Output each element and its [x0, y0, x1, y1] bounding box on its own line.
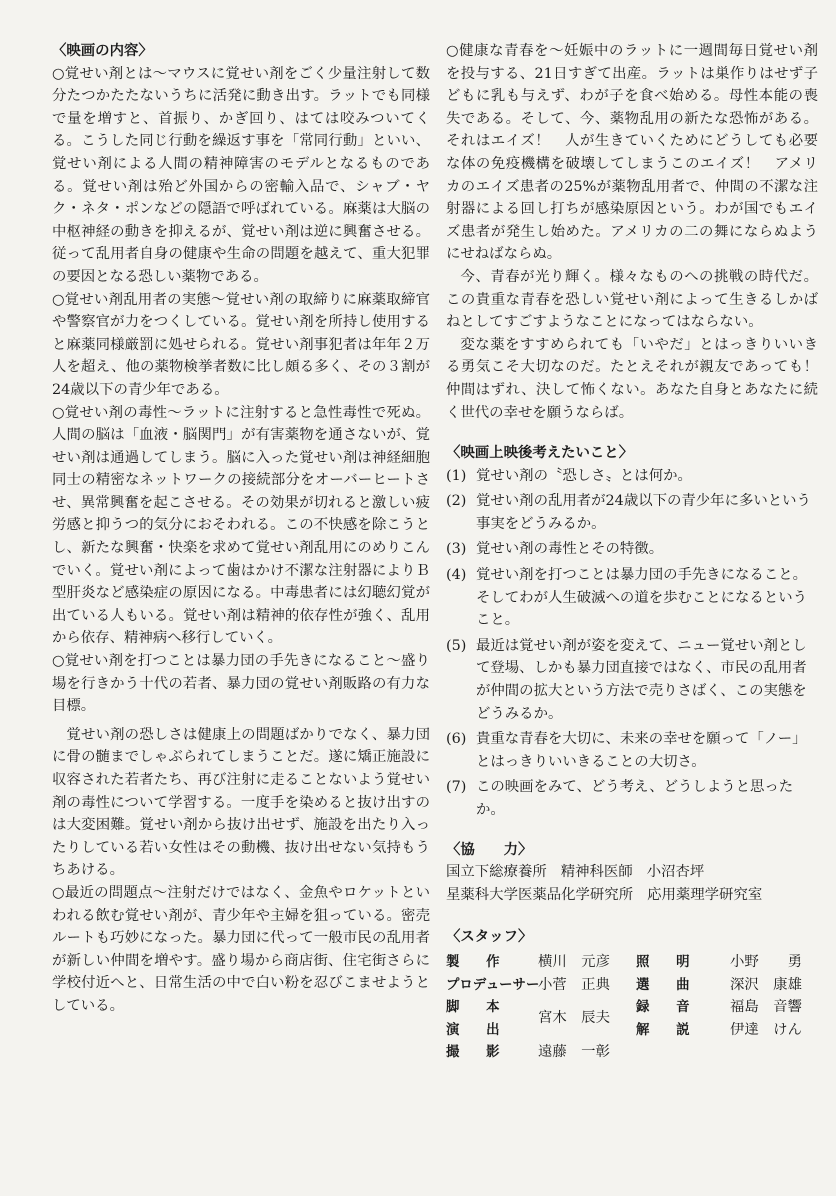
paragraph-say-no: 変な薬をすすめられても「いやだ」とはっきりいいきる勇気こそ大切なのだ。たとえそれが親友であっても！仲間はずれ、決して怖くない。あなた自身とあなたに続く世代の幸せを願うならば。: [446, 336, 818, 421]
cooperation-line: 国立下総療養所 精神科医師 小沼杏坪: [446, 864, 705, 881]
staff-name: 遠藤 一彰: [538, 1044, 610, 1061]
staff-name: 小野 勇: [730, 953, 802, 970]
cooperation-heading: 〈協 力〉: [446, 840, 533, 858]
paragraph-recent-problems: ○最近の問題点～注射だけではなく、金魚やロケットといわれる飲む覚せい剤が、青少年や主婦を狙っている。密売ルートも巧妙になった。暴力団に代って一般市民の乱用者が新しい仲間を増やす。盛り場から商店街、住宅街さらに学校付近へと、日常生活の中で白い粉を忍びこませようとしている。: [52, 884, 430, 1014]
staff-role: 撮 影: [446, 1044, 500, 1061]
staff-name: 横川 元彦: [538, 953, 610, 970]
staff-name: 伊達 けん: [730, 1021, 802, 1038]
question-item: (7) この映画をみて、どう考え、どうしようと思ったか。: [446, 779, 794, 818]
paragraph-stimulant-definition: ○覚せい剤とは～マウスに覚せい剤をごく少量注射して数分たつかたたないうちに活発に動き出す。ラットでも同様で量を増すと、首振り、かぎ回り、はては咬みついてくる。こうした同じ行動を繰返す事を「常同行動」といい、覚せい剤による人間の精神障害のモデルとなるものである。覚せい剤は殆ど外国からの密輸入品で、シャブ・ヤク・ネタ・ポンなどの隠語で呼ばれている。麻薬は大脳の中枢神経の動きを抑えるが、覚せい剤は逆に興奮させる。従って乱用者自身の健康や生命の問題を越えて、重大犯罪の要因となる恐しい薬物である。: [52, 65, 430, 285]
questions-list: [446, 465, 818, 822]
staff-role: 演 出: [446, 1021, 500, 1038]
question-item: (1) 覚せい剤の〝恐しさ〟とは何か。: [446, 467, 692, 484]
staff-roles-left: [446, 951, 538, 1064]
staff-name: 小菅 正典: [538, 976, 610, 993]
staff-names-left: [538, 951, 636, 1064]
paragraph-toxicity: ○覚せい剤の毒性～ラットに注射すると急性毒性で死ぬ。人間の脳は「血液・脳関門」が有害薬物を通さないが、覚せい剤は通過してしまう。脳に入った覚せい剤は神経細胞同士の精密なネットワークの接続部分をオーバーヒートさせ、異常興奮を起こさせる。その効果が切れると激しい疲労感と抑うつ的気分におそわれる。この不快感を除こうとし、新たな興奮・快楽を求めて覚せい剤乱用にのめりこんでいく。覚せい剤によって歯はかけ不潔な注射器によりＢ型肝炎など感染症の原因になる。中毒患者には幻聴幻覚が出ている人もいる。覚せい剤は精神的依存性が強く、乱用から依存、精神病へ移行していく。: [52, 404, 430, 647]
staff-name: 深沢 康雄: [730, 976, 802, 993]
staff-credits: [446, 951, 818, 1064]
paragraph-danger: 覚せい剤の恐しさは健康上の問題ばかりでなく、暴力団に骨の髄までしゃぶられてしまうことだ。遂に矯正施設に収容された若者たち、再び注射に走ることないよう覚せい剤の毒性について学習する。一度手を染めると抜け出すのは大変困難。覚せい剤から抜け出せず、施設を出たり入ったりしている若い女性はその動機、抜け出せない気持もうちあける。: [52, 726, 430, 879]
content-heading: 〈映画の内容〉: [52, 42, 153, 59]
question-item: (5) 最近は覚せい剤が姿を変えて、ニュー覚せい剤として登場、しかも暴力団直接ではなく、市民の乱用者が仲間の拡大という方法で売りさばく、この実態をどうみるか。: [446, 637, 807, 722]
staff-role: プロデューサー: [446, 976, 540, 993]
right-column: [446, 40, 818, 1064]
questions-heading: 〈映画上映後考えたいこと〉: [446, 444, 634, 462]
paragraph-healthy-youth: ○健康な青春を～妊娠中のラットに一週間毎日覚せい剤を投与する、21日すぎて出産。ラットは巣作りはせず子どもに乳も与えず、わが子を食べ始める。母性本能の喪失である。そして、今、薬物乱用の新たな恐怖がある。それはエイズ！ 人が生きていくためにどうしても必要な体の免疫機構を破壊してしまうこのエイズ！ アメリカのエイズ患者の25%が薬物乱用者で、仲間の不潔な注射器による回し打ちが感染原因という。わが国でもエイズ患者が発生し始めた。アメリカの二の舞にならぬようにせねばならぬ。: [446, 43, 818, 263]
staff-role: 照 明: [636, 953, 690, 970]
cooperation-line: 星薬科大学医薬品化学研究所 応用薬理学研究室: [446, 886, 763, 903]
staff-heading: 〈スタッフ〉: [446, 928, 533, 946]
staff-names-right: [730, 951, 816, 1064]
staff-role: 脚 本: [446, 999, 500, 1016]
question-item: (6) 貴重な青春を大切に、未来の幸せを願って「ノー」とはっきりいいきることの大切さ。: [446, 731, 807, 770]
question-item: (4) 覚せい剤を打つことは暴力団の手先きになること。そしてわが人生破滅への道を歩むことになるということ。: [446, 567, 807, 629]
question-item: (3) 覚せい剤の毒性とその特徴。: [446, 541, 664, 558]
staff-role: 解 説: [636, 1021, 690, 1038]
staff-name: 福島 音響: [730, 999, 802, 1016]
paragraph-abuser-reality: ○覚せい剤乱用者の実態～覚せい剤の取締りに麻薬取締官や警察官が力をつくしている。覚せい剤を所持し使用すると麻薬同様厳罰に処せられる。覚せい剤事犯者は年年２万人を超え、他の薬物検挙者数に比し頗る多く、その３割が24歳以下の青少年である。: [52, 291, 430, 398]
left-column: [52, 40, 430, 1018]
staff-role: 録 音: [636, 999, 690, 1016]
question-item: (2) 覚せい剤の乱用者が24歳以下の青少年に多いという事実をどうみるか。: [446, 493, 811, 532]
staff-role: 選 曲: [636, 976, 690, 993]
paragraph-gang-connection: ○覚せい剤を打つことは暴力団の手先きになること～盛り場を行きかう十代の若者、暴力団の覚せい剤販路の有力な目標。: [52, 653, 430, 715]
staff-roles-right: [636, 951, 730, 1064]
paragraph-youth-shines: 今、青春が光り輝く。様々なものへの挑戦の時代だ。この貴重な青春を恐しい覚せい剤によって生きるしかばねとしてすごすようなことになってはならない。: [446, 268, 818, 331]
staff-name: 宮木 辰夫: [538, 1010, 610, 1027]
staff-role: 製 作: [446, 953, 500, 970]
